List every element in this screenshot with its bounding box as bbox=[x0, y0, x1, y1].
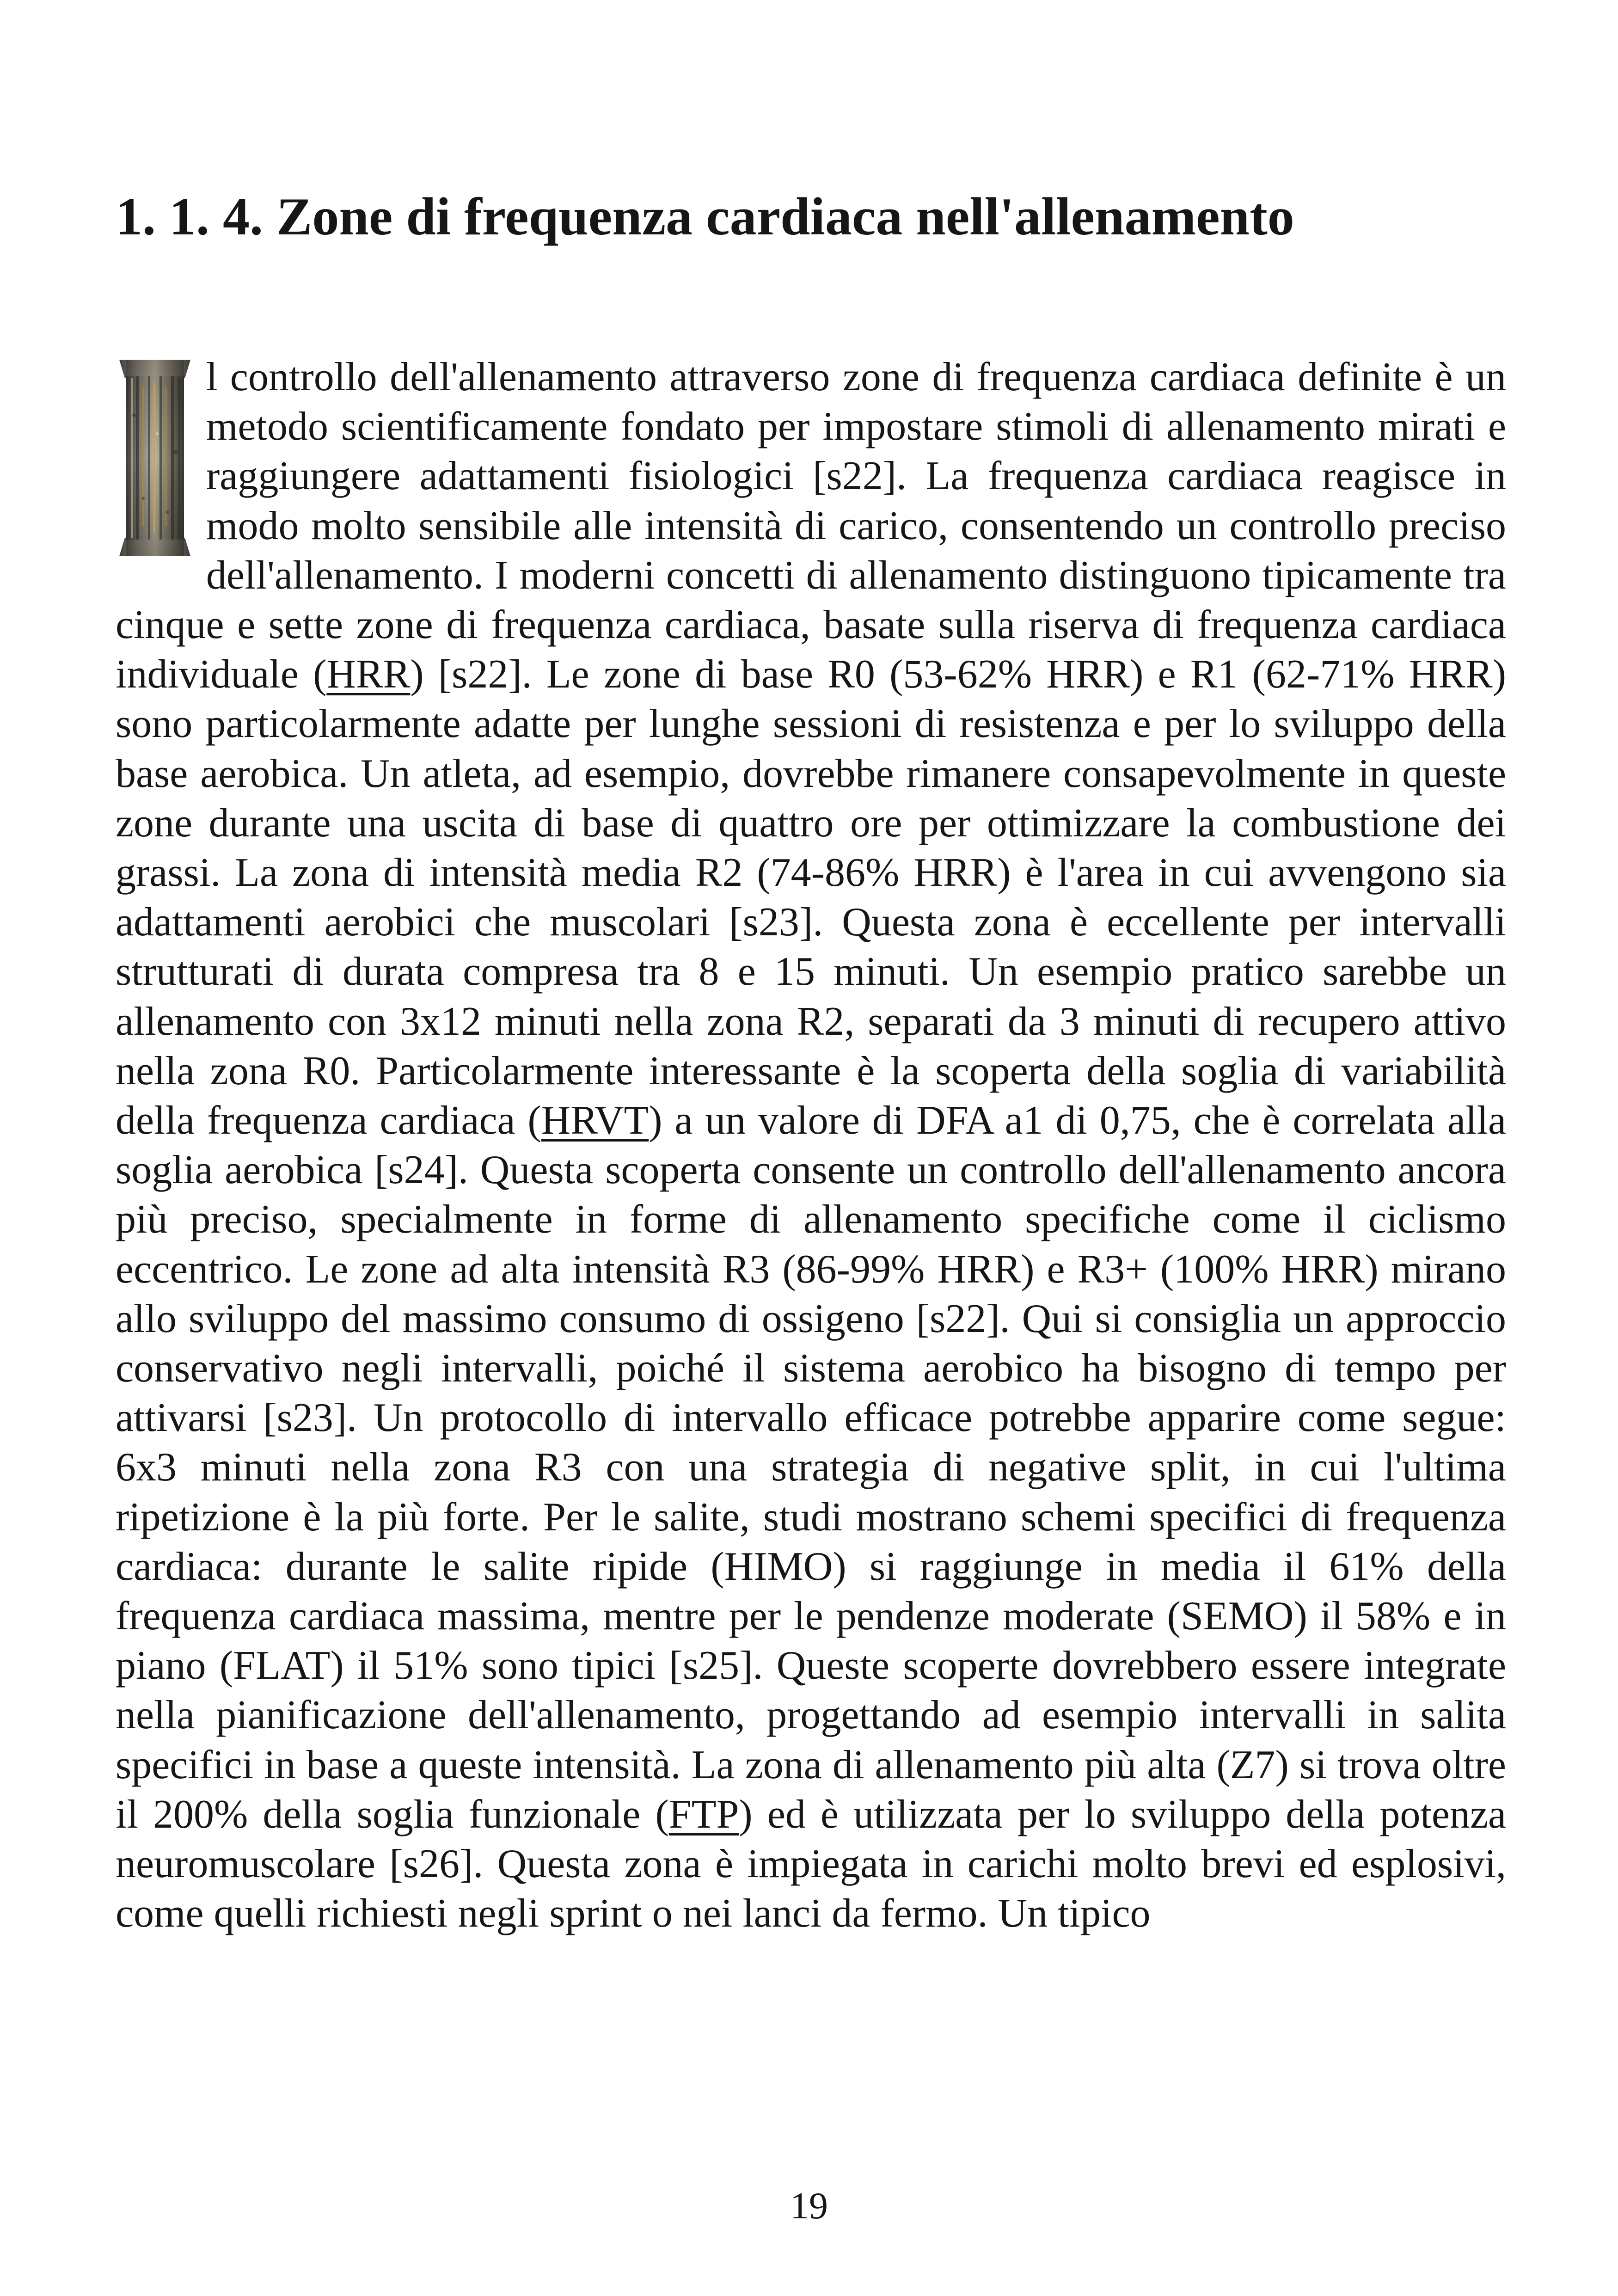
paragraph-text-part-4: ) ed è utilizzata per lo sviluppo della potenza neuromuscolare [s26]. Questa zona è impiegata in carichi molto brevi ed esplosivi, come quelli richiesti negli sprint o nei lanci da fermo. Un tipico bbox=[116, 1792, 1506, 1936]
paragraph-text-part-2: ) [s22]. Le zone di base R0 (53-62% HRR) e R1 (62-71% HRR) sono particolarmente adatte per lunghe sessioni di resistenza e per lo sviluppo della base aerobica. Un atleta, ad esempio, dovrebbe rimanere consapevolmente in queste zone durante una uscita di base di quattro ore per ottimizzare la combustione dei grassi. La zona di intensità media R2 (74-86% HRR) è l'area in cui avvengono sia adattamenti aerobici che muscolari [s23]. Questa zona è eccellente per intervalli strutturati di durata compresa tra 8 e 15 minuti. Un esempio pratico sarebbe un allenamento con 3x12 minuti nella zona R2, separati da 3 minuti di recupero attivo nella zona R0. Particolarmente interessante è la scoperta della soglia di variabilità della frequenza cardiaca ( bbox=[116, 652, 1507, 1143]
section-heading: 1. 1. 4. Zone di frequenza cardiaca nell'allenamento bbox=[116, 187, 1294, 246]
dropcap-letter-image bbox=[116, 360, 194, 556]
abbr-link-ftp[interactable]: FTP bbox=[668, 1792, 739, 1837]
paragraph-text-part-3: ) a un valore di DFA a1 di 0,75, che è correlata alla soglia aerobica [s24]. Questa scoperta consente un controllo dell'allenamento ancora più preciso, specialmente in forme di allenamento specifiche come il ciclismo eccentrico. Le zone ad alta intensità R3 (86-99% HRR) e R3+ (100% HRR) mirano allo sviluppo del massimo consumo di ossigeno [s22]. Qui si consiglia un approccio conservativo negli intervalli, poiché il sistema aerobico ha bisogno di tempo per attivarsi [s23]. Un protocollo di intervallo efficace potrebbe apparire come segue: 6x3 minuti nella zona R3 con una strategia di negative split, in cui l'ultima ripetizione è la più forte. Per le salite, studi mostrano schemi specifici di frequenza cardiaca: durante le salite ripide (HIMO) si raggiunge in media il 61% della frequenza cardiaca massima, mentre per le pendenze moderate (SEMO) il 58% e in piano (FLAT) il 51% sono tipici [s25]. Queste scoperte dovrebbero essere integrate nella pianificazione dell'allenamento, progettando ad esempio intervalli in salita specifici in base a queste intensità. La zona di allenamento più alta (Z7) si trova oltre il 200% della soglia funzionale ( bbox=[116, 1098, 1507, 1837]
paragraph-text-part-1: l controllo dell'allenamento attraverso zone di frequenza cardiaca definite è un metodo scientificamente fondato per impostare stimoli di allenamento mirati e raggiungere adattamenti fisiologici [s22]. La frequenza cardiaca reagisce in modo molto sensibile alle intensità di carico, consentendo un controllo preciso dell'allenamento. I moderni concetti di allenamento distinguono tipicamente tra cinque e sette zone di frequenza cardiaca, basate sulla riserva di frequenza cardiaca individuale ( bbox=[116, 355, 1506, 697]
body-paragraph bbox=[116, 352, 1506, 1939]
abbr-link-hrvt[interactable]: HRVT bbox=[541, 1098, 649, 1143]
page-number: 19 bbox=[790, 2185, 828, 2227]
abbr-link-hrr[interactable]: HRR bbox=[326, 652, 411, 697]
